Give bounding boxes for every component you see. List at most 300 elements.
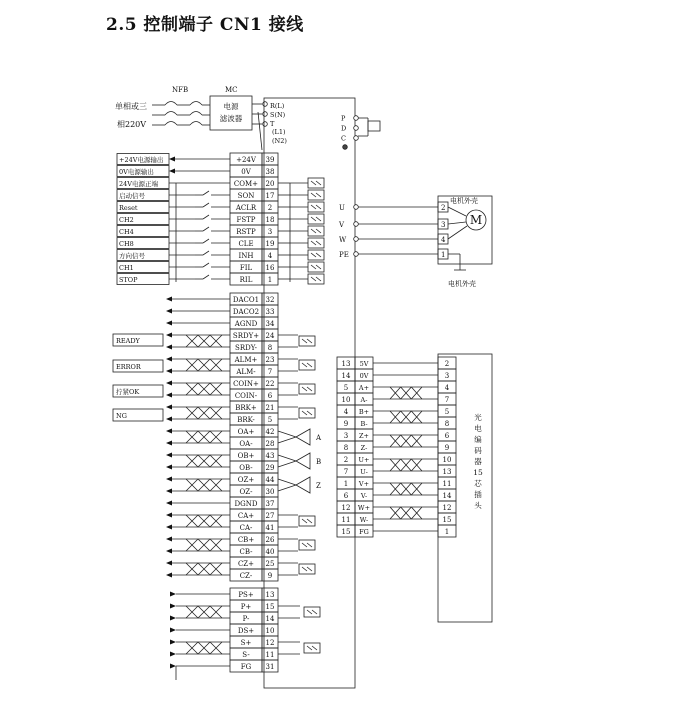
driver-label: Z: [316, 482, 321, 490]
optocoupler-icon: [299, 564, 315, 574]
optocoupler-icon: [299, 408, 315, 418]
cn1-signal-name: BRK+: [235, 404, 257, 412]
cn1-pin-number: 43: [265, 452, 275, 460]
optocoupler-icon: [311, 217, 316, 221]
cn1-pin-number: 41: [265, 524, 275, 532]
cn1-pin-number: 5: [267, 416, 273, 424]
cn1-pin-number: 37: [265, 500, 275, 508]
arrow-left-icon: [166, 465, 172, 470]
cn1-pin-number: 2: [267, 204, 273, 212]
plug-pin-number: 4: [444, 384, 450, 392]
motor-symbol: M: [469, 213, 483, 227]
plug-pin-number: 11: [442, 480, 452, 488]
cn1-signal-name: S+: [240, 639, 252, 647]
optocoupler-icon: [302, 411, 307, 415]
terminal-icon: [354, 237, 359, 242]
arrow-right-icon: [170, 592, 176, 597]
arrow-right-icon: [170, 616, 176, 621]
encoder-signal-name: A-: [360, 396, 368, 404]
encoder-signal-name: W-: [359, 516, 369, 524]
terminal-icon: [354, 252, 359, 257]
cn1-pin-number: 18: [265, 216, 275, 224]
cn1-signal-name: SRDY-: [235, 344, 257, 352]
motor-wire: [448, 226, 467, 239]
terminal-label: R(L): [270, 102, 285, 110]
motor-pin-label: 3: [441, 221, 446, 229]
encoder-plug-label: 编: [474, 435, 482, 444]
switch-icon: [203, 227, 209, 231]
arrow-left-icon: [166, 489, 172, 494]
encoder-plug: [438, 354, 492, 622]
wire: [278, 431, 296, 437]
cn1-pin-number: 15: [265, 603, 275, 611]
cn1-pin-number: 20: [265, 180, 275, 188]
cn1-signal-name: DS+: [237, 627, 255, 635]
optocoupler-icon: [311, 193, 316, 197]
signal-label: Reset: [119, 204, 138, 212]
optocoupler-icon: [311, 277, 316, 281]
terminal-label: (L1): [272, 128, 286, 136]
encoder-signal-name: B+: [358, 408, 370, 416]
arrow-left-icon: [166, 501, 172, 506]
signal-label: +24V电源输出: [119, 156, 164, 164]
encoder-signal-name: FG: [359, 528, 369, 536]
optocoupler-icon: [308, 202, 324, 212]
line-driver-icon: [296, 429, 310, 445]
encoder-pin-number: 3: [343, 432, 349, 440]
encoder-pin-number: 1: [343, 480, 349, 488]
optocoupler-icon: [302, 567, 307, 571]
contactor-icon: [190, 112, 202, 116]
cn1-signal-name: ALM+: [234, 356, 258, 364]
optocoupler-icon: [311, 229, 316, 233]
arrow-left-icon: [166, 405, 172, 410]
motor-terminal-label: PE: [339, 251, 349, 259]
cn1-pin-number: 31: [265, 663, 275, 671]
optocoupler-icon: [302, 339, 307, 343]
cn1-signal-name: RIL: [239, 276, 253, 284]
optocoupler-icon: [311, 205, 316, 209]
signal-label: CH1: [119, 264, 134, 272]
plug-pin-number: 3: [444, 372, 450, 380]
cn1-signal-name: FSTP: [236, 216, 256, 224]
cn1-signal-name: CLE: [238, 240, 254, 248]
arrow-left-icon: [166, 369, 172, 374]
plug-pin-number: 14: [442, 492, 452, 500]
cn1-signal-name: OA+: [237, 428, 255, 436]
motor-connector: [438, 196, 492, 264]
cn1-signal-name: COIN-: [234, 392, 258, 400]
cn1-signal-name: FIL: [239, 264, 253, 272]
encoder-signal-name: 5V: [359, 360, 369, 368]
encoder-plug-label: 光: [474, 413, 482, 422]
arrow-left-icon: [166, 453, 172, 458]
arrow-left-icon: [166, 513, 172, 518]
switch-icon: [203, 275, 209, 279]
optocoupler-icon: [311, 265, 316, 269]
signal-label: 方向信号: [119, 252, 145, 260]
optocoupler-icon: [308, 214, 324, 224]
cn1-signal-name: OZ-: [239, 488, 253, 496]
cn1-pin-number: 16: [265, 264, 275, 272]
cn1-signal-name: DGND: [234, 500, 258, 508]
cn1-pin-number: 6: [267, 392, 273, 400]
output-signal-label: READY: [116, 337, 140, 345]
encoder-plug-label: 码: [474, 446, 482, 455]
arrow-left-icon: [166, 381, 172, 386]
arrow-left-icon: [166, 357, 172, 362]
encoder-pin-number: 15: [341, 528, 351, 536]
power-line: [258, 112, 262, 150]
cn1-signal-name: CA+: [237, 512, 255, 520]
optocoupler-icon: [316, 205, 321, 209]
arrow-left-icon: [166, 417, 172, 422]
encoder-signal-name: Z+: [359, 432, 369, 440]
cn1-pin-number: 7: [267, 368, 273, 376]
encoder-plug-label: 插: [474, 490, 482, 499]
cn1-pin-number: 8: [267, 344, 273, 352]
cn1-pin-number: 26: [265, 536, 275, 544]
motor-terminal-label: V: [339, 221, 345, 229]
cn1-signal-name: OA-: [239, 440, 253, 448]
optocoupler-icon: [307, 339, 312, 343]
encoder-signal-name: 0V: [359, 372, 369, 380]
encoder-pin-number: 6: [343, 492, 349, 500]
optocoupler-icon: [307, 411, 312, 415]
encoder-signal-name: U+: [358, 456, 370, 464]
output-signal-label: NG: [116, 412, 127, 420]
encoder-plug-label: 15: [473, 468, 483, 477]
plug-pin-number: 8: [444, 420, 450, 428]
arrow-left-icon: [166, 441, 172, 446]
encoder-pin-number: 14: [341, 372, 351, 380]
plug-pin-number: 7: [444, 396, 450, 404]
optocoupler-icon: [308, 178, 324, 188]
optocoupler-icon: [316, 265, 321, 269]
arrow-left-icon: [166, 393, 172, 398]
ground-label: 电机外壳: [448, 280, 476, 288]
optocoupler-icon: [304, 607, 320, 617]
terminal-icon: [263, 102, 268, 107]
terminal-label: (N2): [272, 137, 287, 145]
pdc-label: D: [341, 124, 347, 133]
encoder-signal-name: V-: [360, 492, 368, 500]
cn1-signal-name: OB-: [239, 464, 253, 472]
arrow-left-icon: [166, 345, 172, 350]
switch-icon: [203, 239, 209, 243]
cn1-pin-number: 23: [265, 356, 275, 364]
optocoupler-icon: [302, 519, 307, 523]
encoder-signal-name: B-: [360, 420, 368, 428]
signal-label: 启动信号: [119, 192, 145, 200]
optocoupler-icon: [304, 643, 320, 653]
arrow-left-icon: [166, 477, 172, 482]
optocoupler-icon: [311, 253, 316, 257]
signal-label: 0V电源输出: [119, 168, 154, 176]
arrow-right-icon: [170, 652, 176, 657]
wire: [278, 461, 296, 467]
cn1-signal-name: CB+: [237, 536, 255, 544]
plug-pin-number: 6: [444, 432, 450, 440]
optocoupler-icon: [316, 241, 321, 245]
cn1-signal-name: CB-: [239, 548, 253, 556]
motor-wire: [448, 207, 466, 216]
cn1-pin-number: 42: [265, 428, 275, 436]
arrow-right-icon: [170, 664, 176, 669]
signal-label: CH8: [119, 240, 134, 248]
terminal-icon: [263, 112, 268, 117]
motor-wire: [448, 222, 466, 224]
encoder-pin-number: 10: [341, 396, 351, 404]
cn1-signal-name: INH: [238, 252, 254, 260]
motor-pin-label: 4: [441, 236, 446, 244]
optocoupler-icon: [316, 229, 321, 233]
breaker-icon: [165, 102, 177, 106]
arrow-left-icon: [166, 429, 172, 434]
encoder-signal-name: W+: [357, 504, 371, 512]
signal-label: 24V电源正端: [119, 180, 158, 188]
signal-label: CH4: [119, 228, 134, 236]
encoder-signal-name: A+: [358, 384, 370, 392]
cn1-pin-number: 12: [265, 639, 275, 647]
encoder-plug-label: 电: [474, 424, 482, 433]
cn1-signal-name: 0V: [241, 168, 251, 176]
cn1-signal-name: RSTP: [236, 228, 256, 236]
optocoupler-icon: [316, 181, 321, 185]
output-signal-label: ERROR: [116, 363, 141, 371]
optocoupler-icon: [308, 238, 324, 248]
terminal-icon: [263, 122, 268, 127]
optocoupler-icon: [302, 543, 307, 547]
breaker-icon: [165, 112, 177, 116]
cn1-pin-number: 4: [267, 252, 273, 260]
encoder-plug-label: 器: [474, 457, 482, 466]
arrow-left-icon: [166, 573, 172, 578]
terminal-icon: [343, 145, 348, 150]
signal-label: CH2: [119, 216, 134, 224]
cn1-pin-number: 21: [265, 404, 275, 412]
cn1-signal-name: P+: [240, 603, 252, 611]
wire: [278, 485, 296, 491]
arrow-left-icon: [166, 549, 172, 554]
cn1-signal-name: AGND: [234, 320, 258, 328]
cn1-pin-number: 38: [265, 168, 275, 176]
cn1-pin-number: 14: [265, 615, 275, 623]
wire: [278, 479, 296, 485]
encoder-plug-label: 头: [474, 501, 482, 510]
plug-pin-number: 10: [442, 456, 452, 464]
cn1-signal-name: SON: [237, 192, 255, 200]
encoder-pin-number: 5: [343, 384, 349, 392]
switch-icon: [203, 191, 209, 195]
plug-pin-number: 2: [444, 360, 450, 368]
cn1-pin-number: 17: [265, 192, 275, 200]
regen-resistor-icon: [368, 121, 380, 131]
arrow-left-icon: [166, 561, 172, 566]
motor-pin-label: 2: [441, 204, 446, 212]
cn1-pin-number: 13: [265, 591, 275, 599]
optocoupler-icon: [311, 241, 316, 245]
optocoupler-icon: [316, 193, 321, 197]
driver-label: A: [316, 434, 322, 442]
arrow-right-icon: [170, 640, 176, 645]
cn1-signal-name: DACO2: [232, 308, 260, 316]
line-driver-icon: [296, 453, 310, 469]
switch-icon: [203, 263, 209, 267]
plug-pin-number: 15: [442, 516, 452, 524]
cn1-signal-name: COIN+: [233, 380, 259, 388]
nfb-label: NFB: [172, 86, 189, 94]
cn1-pin-number: 32: [265, 296, 275, 304]
optocoupler-icon: [312, 646, 317, 650]
cn1-signal-name: S-: [242, 651, 250, 659]
optocoupler-icon: [307, 387, 312, 391]
terminal-icon: [354, 126, 359, 131]
plug-pin-number: 1: [444, 528, 450, 536]
optocoupler-icon: [307, 543, 312, 547]
contactor-icon: [190, 102, 202, 106]
terminal-label: S(N): [270, 111, 286, 119]
terminal-icon: [354, 136, 359, 141]
optocoupler-icon: [299, 336, 315, 346]
cn1-pin-number: 1: [267, 276, 273, 284]
arrow-left-icon: [169, 157, 175, 162]
cn1-signal-name: PS+: [238, 591, 254, 599]
cn1-pin-number: 10: [265, 627, 275, 635]
cn1-pin-number: 19: [265, 240, 275, 248]
cn1-signal-name: COM+: [233, 180, 259, 188]
arrow-left-icon: [166, 309, 172, 314]
page-title: 2.5 控制端子 CN1 接线: [106, 15, 304, 35]
optocoupler-icon: [302, 387, 307, 391]
plug-pin-number: 13: [442, 468, 452, 476]
terminal-label: T: [270, 120, 275, 128]
cn1-signal-name: OB+: [237, 452, 255, 460]
optocoupler-icon: [311, 181, 316, 185]
encoder-plug-label: 芯: [474, 479, 482, 488]
arrow-left-icon: [169, 169, 175, 174]
encoder-pin-number: 4: [343, 408, 349, 416]
cn1-signal-name: CZ+: [237, 560, 255, 568]
cn1-pin-number: 44: [265, 476, 275, 484]
plug-pin-number: 9: [444, 444, 450, 452]
filter-label: 滤波器: [219, 114, 243, 123]
switch-icon: [203, 251, 209, 255]
encoder-pin-number: 11: [341, 516, 351, 524]
optocoupler-icon: [302, 363, 307, 367]
signal-label: STOP: [119, 276, 138, 284]
optocoupler-icon: [308, 190, 324, 200]
encoder-signal-name: Z-: [360, 444, 368, 452]
optocoupler-icon: [307, 610, 312, 614]
arrow-right-icon: [170, 628, 176, 633]
optocoupler-icon: [308, 250, 324, 260]
pdc-label: P: [341, 114, 346, 123]
motor-pin-label: 1: [441, 251, 446, 259]
plug-pin-number: 12: [442, 504, 452, 512]
terminal-icon: [354, 116, 359, 121]
encoder-pin-number: 12: [341, 504, 351, 512]
cn1-pin-number: 28: [265, 440, 275, 448]
cn1-pin-number: 30: [265, 488, 275, 496]
cn1-pin-number: 3: [267, 228, 273, 236]
arrow-left-icon: [166, 525, 172, 530]
cn1-signal-name: ALM-: [236, 368, 256, 376]
encoder-pin-number: 9: [343, 420, 349, 428]
cn1-signal-name: SRDY+: [232, 332, 260, 340]
cn1-signal-name: OZ+: [237, 476, 255, 484]
motor-terminal-label: W: [339, 236, 347, 244]
optocoupler-icon: [299, 516, 315, 526]
motor-terminal-label: U: [339, 204, 345, 212]
optocoupler-icon: [316, 277, 321, 281]
cn1-signal-name: CA-: [239, 524, 253, 532]
optocoupler-icon: [299, 384, 315, 394]
filter-label: 电源: [223, 102, 239, 111]
arrow-left-icon: [166, 297, 172, 302]
cn1-pin-number: 29: [265, 464, 275, 472]
switch-icon: [203, 215, 209, 219]
encoder-pin-number: 7: [343, 468, 349, 476]
arrow-right-icon: [170, 604, 176, 609]
cn1-pin-number: 34: [265, 320, 275, 328]
optocoupler-icon: [307, 519, 312, 523]
optocoupler-icon: [299, 540, 315, 550]
mc-label: MC: [225, 86, 238, 94]
cn1-signal-name: ACLR: [235, 204, 257, 212]
terminal-icon: [354, 205, 359, 210]
source-label: 单相或三: [115, 102, 147, 111]
optocoupler-icon: [316, 217, 321, 221]
arrow-left-icon: [166, 321, 172, 326]
encoder-pin-number: 8: [343, 444, 349, 452]
arrow-left-icon: [166, 333, 172, 338]
breaker-icon: [165, 122, 177, 126]
encoder-signal-name: U-: [360, 468, 368, 476]
line-driver-icon: [296, 477, 310, 493]
source-label: 相220V: [117, 120, 147, 129]
motor-housing-label: 电机外壳: [450, 197, 478, 205]
optocoupler-icon: [308, 226, 324, 236]
cn1-pin-number: 11: [265, 651, 275, 659]
cn1-pin-number: 33: [265, 308, 275, 316]
cn1-signal-name: +24V: [236, 156, 256, 164]
output-signal-label: 拧紧OK: [116, 388, 140, 396]
encoder-pin-number: 2: [343, 456, 349, 464]
encoder-signal-name: V+: [358, 480, 370, 488]
pdc-label: C: [341, 134, 346, 143]
cn1-signal-name: DACO1: [232, 296, 260, 304]
cn1-pin-number: 9: [267, 572, 273, 580]
cn1-pin-number: 40: [265, 548, 275, 556]
cn1-signal-name: P-: [242, 615, 250, 623]
wire: [278, 437, 296, 443]
cn1-pin-number: 24: [265, 332, 275, 340]
optocoupler-icon: [316, 253, 321, 257]
driver-label: B: [316, 458, 322, 466]
encoder-pin-number: 13: [341, 360, 351, 368]
cn1-signal-name: FG: [240, 663, 252, 671]
cn1-pin-number: 22: [265, 380, 275, 388]
cn1-signal-name: BRK-: [237, 416, 255, 424]
optocoupler-icon: [307, 567, 312, 571]
optocoupler-icon: [307, 646, 312, 650]
contactor-icon: [190, 122, 202, 126]
cn1-pin-number: 27: [265, 512, 275, 520]
cn1-pin-number: 39: [265, 156, 275, 164]
switch-icon: [203, 203, 209, 207]
cn1-pin-number: 25: [265, 560, 275, 568]
